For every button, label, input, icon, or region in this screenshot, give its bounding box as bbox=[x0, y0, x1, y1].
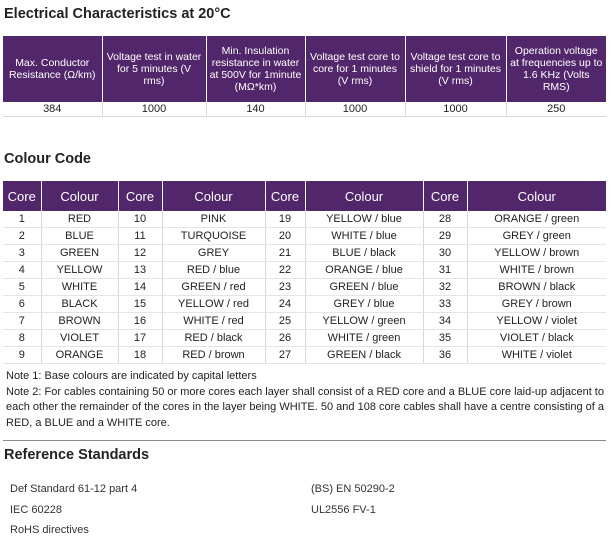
core-number-cell: 8 bbox=[3, 330, 41, 347]
colour-cell: WHITE / blue bbox=[305, 228, 423, 245]
table-row bbox=[3, 313, 606, 330]
core-number-cell: 23 bbox=[265, 279, 305, 296]
standard-item: RoHS directives bbox=[10, 524, 89, 536]
table-row bbox=[3, 228, 606, 245]
colour-cell: YELLOW / blue bbox=[305, 211, 423, 228]
standard-item: UL2556 FV-1 bbox=[311, 504, 376, 516]
core-number-cell: 7 bbox=[3, 313, 41, 330]
core-number-cell: 4 bbox=[3, 262, 41, 279]
colour-cell: RED bbox=[41, 211, 118, 228]
core-number-cell: 27 bbox=[265, 347, 305, 364]
colour-cell: VIOLET / black bbox=[467, 330, 606, 347]
header-voltage-core-to-core: Voltage test core to core for 1 minutes (V rms) bbox=[305, 36, 405, 102]
colour-cell: WHITE / green bbox=[305, 330, 423, 347]
core-number-cell: 10 bbox=[118, 211, 162, 228]
core-number-cell: 2 bbox=[3, 228, 41, 245]
colour-cell: BLACK bbox=[41, 296, 118, 313]
colour-cell: GREY / green bbox=[467, 228, 606, 245]
header-colour: Colour bbox=[162, 181, 265, 211]
colour-cell: TURQUOISE bbox=[162, 228, 265, 245]
colour-code-title: Colour Code bbox=[4, 151, 91, 167]
colour-cell: GREY / brown bbox=[467, 296, 606, 313]
core-number-cell: 12 bbox=[118, 245, 162, 262]
colour-cell: YELLOW / green bbox=[305, 313, 423, 330]
colour-cell: YELLOW / brown bbox=[467, 245, 606, 262]
core-number-cell: 20 bbox=[265, 228, 305, 245]
colour-notes bbox=[6, 369, 604, 431]
standard-item: (BS) EN 50290-2 bbox=[311, 483, 395, 495]
core-number-cell: 31 bbox=[423, 262, 467, 279]
colour-cell: GREEN / blue bbox=[305, 279, 423, 296]
reference-title: Reference Standards bbox=[4, 447, 150, 463]
note-1: Note 1: Base colours are indicated by capital letters bbox=[6, 370, 257, 382]
colour-cell: GREEN bbox=[41, 245, 118, 262]
colour-cell: WHITE / violet bbox=[467, 347, 606, 364]
colour-cell: YELLOW / red bbox=[162, 296, 265, 313]
colour-cell: RED / brown bbox=[162, 347, 265, 364]
colour-cell: BLUE bbox=[41, 228, 118, 245]
core-number-cell: 26 bbox=[265, 330, 305, 347]
core-number-cell: 9 bbox=[3, 347, 41, 364]
core-number-cell: 21 bbox=[265, 245, 305, 262]
header-operation-voltage: Operation voltage at frequencies up to 1.6 KHz (Volts RMS) bbox=[506, 36, 606, 102]
electrical-header-row bbox=[3, 36, 606, 102]
header-core: Core bbox=[118, 181, 162, 211]
electrical-table bbox=[3, 36, 606, 117]
header-voltage-test-water: Voltage test in water for 5 minutes (V rms) bbox=[102, 36, 206, 102]
colour-cell: WHITE / brown bbox=[467, 262, 606, 279]
colour-cell: RED / black bbox=[162, 330, 265, 347]
colour-cell: GREY / blue bbox=[305, 296, 423, 313]
value-max-conductor-resistance: 384 bbox=[3, 102, 102, 117]
colour-cell: GREEN / red bbox=[162, 279, 265, 296]
colour-cell: ORANGE / blue bbox=[305, 262, 423, 279]
table-row bbox=[3, 330, 606, 347]
header-colour: Colour bbox=[467, 181, 606, 211]
value-voltage-core-to-core: 1000 bbox=[305, 102, 405, 117]
colour-cell: BROWN bbox=[41, 313, 118, 330]
table-row bbox=[3, 296, 606, 313]
header-core: Core bbox=[3, 181, 41, 211]
colour-cell: BROWN / black bbox=[467, 279, 606, 296]
table-row bbox=[3, 347, 606, 364]
core-number-cell: 18 bbox=[118, 347, 162, 364]
colour-cell: GREEN / black bbox=[305, 347, 423, 364]
header-colour: Colour bbox=[305, 181, 423, 211]
header-core: Core bbox=[265, 181, 305, 211]
core-number-cell: 25 bbox=[265, 313, 305, 330]
value-voltage-test-water: 1000 bbox=[102, 102, 206, 117]
core-number-cell: 32 bbox=[423, 279, 467, 296]
electrical-title: Electrical Characteristics at 20°C bbox=[4, 6, 231, 22]
core-number-cell: 22 bbox=[265, 262, 305, 279]
divider bbox=[3, 440, 606, 441]
colour-cell: RED / blue bbox=[162, 262, 265, 279]
core-number-cell: 30 bbox=[423, 245, 467, 262]
note-2: Note 2: For cables containing 50 or more cores each layer shall consist of a RED core and a BLUE core laid-up adjacent to each other the remainder of the cores in the layer being WHITE. 50 and 108 core cables shall have a centre consisting of a RED, a BLUE and a WHITE core. bbox=[6, 385, 605, 429]
standard-item: Def Standard 61-12 part 4 bbox=[10, 483, 138, 495]
core-number-cell: 1 bbox=[3, 211, 41, 228]
table-row bbox=[3, 211, 606, 228]
core-number-cell: 35 bbox=[423, 330, 467, 347]
colour-cell: VIOLET bbox=[41, 330, 118, 347]
core-number-cell: 33 bbox=[423, 296, 467, 313]
core-number-cell: 15 bbox=[118, 296, 162, 313]
core-number-cell: 24 bbox=[265, 296, 305, 313]
core-number-cell: 13 bbox=[118, 262, 162, 279]
table-row bbox=[3, 279, 606, 296]
header-voltage-core-to-shield: Voltage test core to shield for 1 minutes (V rms) bbox=[405, 36, 506, 102]
value-min-insulation-resistance: 140 bbox=[206, 102, 305, 117]
colour-cell: YELLOW / violet bbox=[467, 313, 606, 330]
electrical-value-row bbox=[3, 102, 606, 117]
table-row bbox=[3, 245, 606, 262]
core-number-cell: 28 bbox=[423, 211, 467, 228]
core-number-cell: 17 bbox=[118, 330, 162, 347]
core-number-cell: 11 bbox=[118, 228, 162, 245]
core-number-cell: 5 bbox=[3, 279, 41, 296]
header-max-conductor-resistance: Max. Conductor Resistance (Ω/km) bbox=[3, 36, 102, 102]
core-number-cell: 34 bbox=[423, 313, 467, 330]
header-min-insulation-resistance: Min. Insulation resistance in water at 500V for 1minute (MΩ*km) bbox=[206, 36, 305, 102]
colour-cell: GREY bbox=[162, 245, 265, 262]
standard-item: IEC 60228 bbox=[10, 504, 62, 516]
header-colour: Colour bbox=[41, 181, 118, 211]
colour-cell: WHITE bbox=[41, 279, 118, 296]
colour-cell: BLUE / black bbox=[305, 245, 423, 262]
core-number-cell: 16 bbox=[118, 313, 162, 330]
value-voltage-core-to-shield: 1000 bbox=[405, 102, 506, 117]
core-number-cell: 14 bbox=[118, 279, 162, 296]
colour-cell: YELLOW bbox=[41, 262, 118, 279]
colour-cell: PINK bbox=[162, 211, 265, 228]
colour-cell: ORANGE bbox=[41, 347, 118, 364]
core-number-cell: 36 bbox=[423, 347, 467, 364]
core-number-cell: 29 bbox=[423, 228, 467, 245]
colour-header-row bbox=[3, 181, 606, 211]
core-number-cell: 3 bbox=[3, 245, 41, 262]
header-core: Core bbox=[423, 181, 467, 211]
core-number-cell: 19 bbox=[265, 211, 305, 228]
colour-cell: WHITE / red bbox=[162, 313, 265, 330]
table-row bbox=[3, 262, 606, 279]
colour-code-table bbox=[3, 181, 606, 364]
core-number-cell: 6 bbox=[3, 296, 41, 313]
colour-cell: ORANGE / green bbox=[467, 211, 606, 228]
value-operation-voltage: 250 bbox=[506, 102, 606, 117]
